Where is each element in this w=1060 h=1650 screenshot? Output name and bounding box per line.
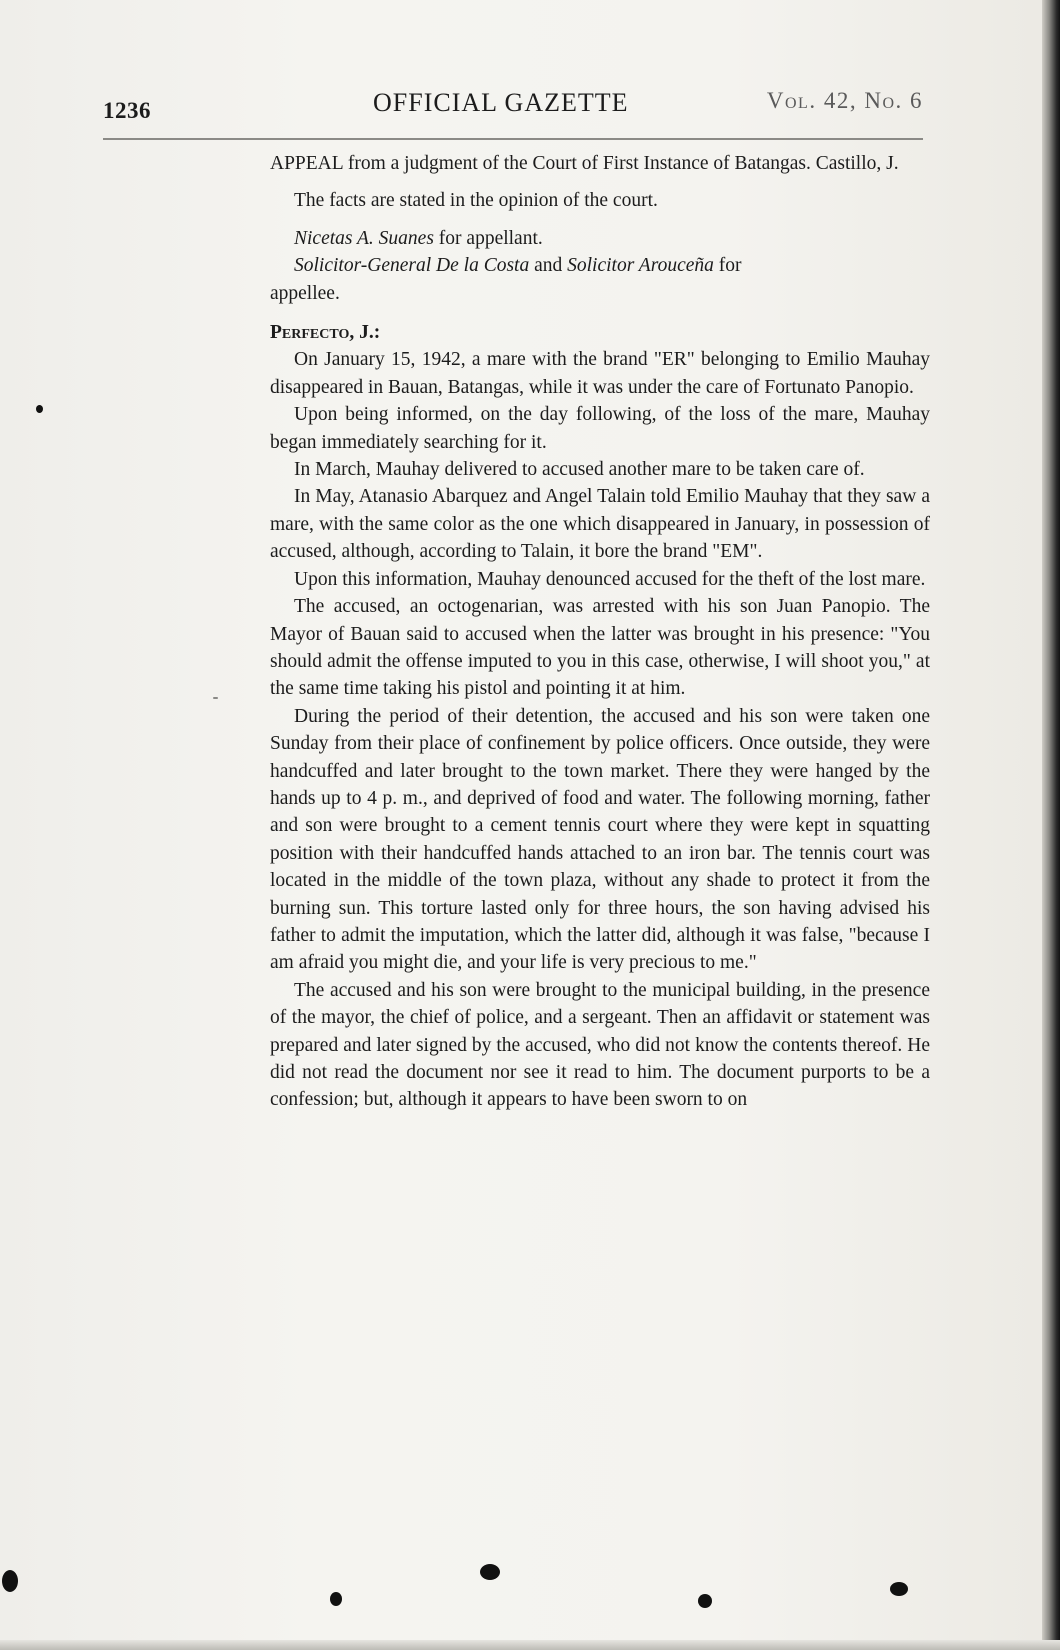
page-edge-shadow [1042, 0, 1060, 1650]
paragraph-2: Upon being informed, on the day following, of the loss of the mare, Mauhay began immediately searching for it. [270, 404, 930, 453]
counsel-appellee [270, 252, 930, 279]
margin-mark [213, 697, 218, 699]
page-number: 1236 [103, 98, 151, 123]
counsel-appellant-name: Nicetas A. Suanes [294, 227, 434, 249]
facts-statement: The facts are stated in the opinion of the court. [294, 190, 658, 212]
paragraph-7: During the period of their detention, the accused and his son were taken one Sunday from their place of confinement by police officers. Once outside, they were handcuffed and later brought to the town market. There they were hanged by the hands up to 4 p. m., and deprived of food and water. The following morning, father and son were brought to a cement tennis court where they were kept in squatting position with their handcuffed hands attached to an iron bar. The tennis court was located in the middle of the town plaza, without any shade to protect it from the burning sun. This torture lasted only for three hours, the son having advised his father to admit the imputation, which the latter did, although it was false, "because I am afraid you might die, and your life is very precious to me." [270, 705, 930, 974]
counsel-appellant-role: for appellant. [438, 227, 543, 249]
appeal-statement: APPEAL from a judgment of the Court of First Instance of Batangas. Castillo, J. [270, 153, 899, 174]
page-header [103, 88, 923, 128]
volume-number: Vol. 42, No. 6 [766, 88, 923, 113]
header-rule [103, 138, 923, 140]
binding-hole-mark [480, 1564, 500, 1580]
paragraph-6: The accused, an octogenarian, was arrested with his son Juan Panopio. The Mayor of Bauan said to accused when the latter was brought in his presence: "You should admit the offense imputed to you in this case, otherwise, I will shoot you," at the same time taking his pistol and pointing it at him. [270, 596, 930, 700]
binding-hole-mark [330, 1592, 342, 1606]
paragraph-4: In May, Atanasio Abarquez and Angel Talain told Emilio Mauhay that they saw a mare, with the same color as the one which disappeared in January, in possession of accused, although, according to Talain, it bore the brand "EM". [270, 486, 930, 563]
counsel-appellant [270, 225, 930, 252]
paragraph-1: On January 15, 1942, a mare with the brand "ER" belonging to Emilio Mauhay disappeared in Bauan, Batangas, while it was under the care of Fortunato Panopio. [270, 349, 930, 398]
paragraph-5: Upon this information, Mauhay denounced accused for the theft of the lost mare. [294, 568, 926, 590]
justice-label: Perfecto, J.: [270, 322, 381, 344]
paragraph-3: In March, Mauhay delivered to accused another mare to be taken care of. [294, 459, 865, 481]
counsel-appellee-name: Solicitor-General De la Costa [294, 255, 530, 277]
counsel-appellee-role: appellee. [270, 282, 340, 304]
paragraph-8: The accused and his son were brought to the municipal building, in the presence of the mayor, the chief of police, and a sergeant. Then an affidavit or statement was prepared and later signed by the accused, who did not know the contents thereof. He did not read the document nor see it read to him. The document purports to be a confession; but, although it appears to have been sworn to on [270, 979, 930, 1111]
justice-name [270, 319, 930, 346]
margin-mark [36, 405, 43, 413]
binding-hole-mark [2, 1570, 18, 1592]
counsel-appellee-and: and [534, 255, 563, 277]
counsel-appellee-second: Solicitor Arouceña [567, 255, 714, 277]
binding-hole-mark [890, 1582, 908, 1596]
publication-title: OFFICIAL GAZETTE [373, 88, 629, 117]
counsel-appellee-for: for [718, 255, 742, 277]
binding-hole-mark [698, 1594, 712, 1608]
page-bottom-edge [0, 1640, 1060, 1650]
document-body [270, 150, 930, 1114]
